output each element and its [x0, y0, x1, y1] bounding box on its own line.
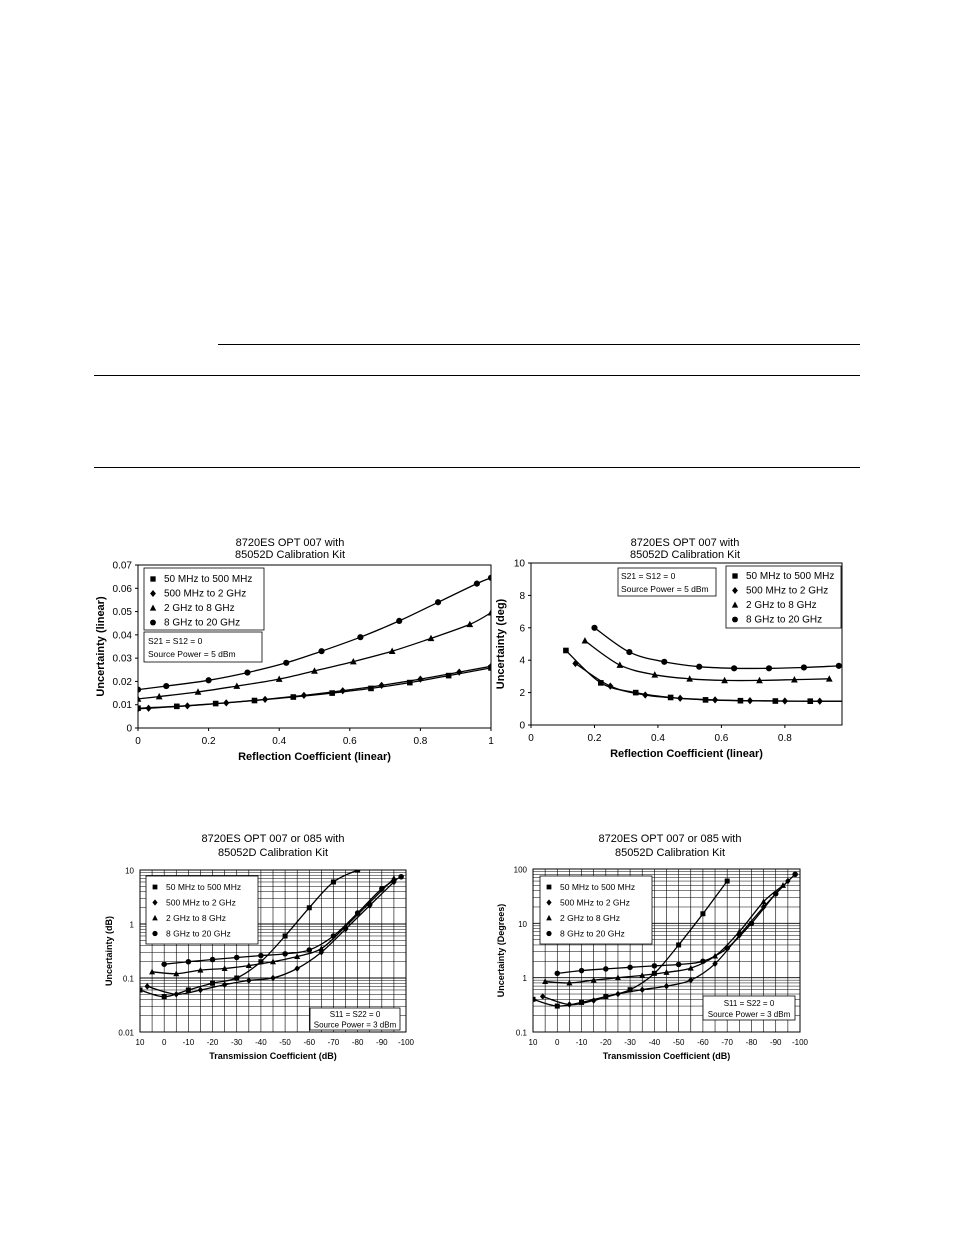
- y-tick-label: 1: [129, 920, 134, 930]
- legend-label: 50 MHz to 500 MHz: [164, 574, 253, 585]
- legend-label: 50 MHz to 500 MHz: [166, 882, 242, 892]
- chart-title: 8720ES OPT 007 with: [630, 537, 740, 549]
- chart-subtitle: 85052D Calibration Kit: [217, 847, 329, 859]
- series-group: [563, 625, 851, 705]
- data-point: [163, 683, 169, 689]
- y-tick-label: 0.05: [112, 607, 132, 619]
- y-axis-label: Uncertainty (deg): [495, 598, 507, 690]
- data-point: [567, 1001, 573, 1008]
- x-tick-label: -100: [791, 1038, 809, 1047]
- data-point: [135, 686, 141, 692]
- x-tick-label: 0: [528, 733, 534, 744]
- data-point: [555, 1004, 560, 1009]
- data-point: [331, 933, 337, 939]
- data-point: [627, 965, 633, 971]
- y-tick-label: 0.02: [112, 676, 132, 688]
- y-axis-label: Uncertainty (Degrees): [496, 903, 506, 998]
- data-point: [329, 690, 335, 696]
- data-point: [731, 665, 737, 671]
- chart-subtitle: 85052D Calibration Kit: [234, 549, 346, 561]
- y-tick-label: 10: [125, 866, 134, 876]
- data-point: [626, 649, 632, 655]
- x-tick-label: 0.2: [587, 733, 602, 744]
- x-tick-label: 0.6: [342, 736, 357, 747]
- x-tick-label: -10: [575, 1038, 588, 1047]
- data-point: [234, 955, 240, 961]
- y-tick-label: 100: [513, 865, 527, 875]
- data-point: [639, 986, 645, 993]
- data-point: [782, 697, 788, 704]
- data-point: [396, 618, 402, 624]
- data-point: [283, 660, 289, 666]
- x-tick-label: -80: [351, 1038, 364, 1047]
- y-tick-label: 10: [513, 558, 525, 570]
- data-point: [355, 910, 361, 916]
- chart-subtitle: 85052D Calibration Kit: [629, 549, 741, 561]
- legend-marker: [150, 620, 156, 626]
- x-tick-label: -100: [397, 1038, 415, 1047]
- series-line: [138, 668, 491, 708]
- legend-marker: [546, 931, 551, 936]
- data-point: [282, 951, 288, 957]
- y-tick-label: 0.06: [112, 583, 132, 595]
- data-point: [318, 648, 324, 654]
- data-point: [664, 983, 670, 990]
- chart-transmission-magnitude-svg: [98, 828, 428, 1068]
- chart-transmission-magnitude: [98, 828, 428, 1068]
- note-text: S21 = S12 = 0: [148, 636, 203, 646]
- x-tick-label: -20: [600, 1038, 612, 1047]
- chart-reflection-magnitude-svg: [90, 532, 494, 772]
- data-point: [340, 687, 346, 694]
- data-point: [642, 691, 648, 698]
- data-point: [676, 942, 681, 947]
- legend-label: 2 GHz to 8 GHz: [166, 913, 226, 923]
- data-point: [301, 692, 307, 699]
- x-tick-label: 0.2: [201, 736, 216, 747]
- x-tick-label: 0.8: [413, 736, 428, 747]
- legend-label: 2 GHz to 8 GHz: [746, 600, 817, 611]
- chart-reflection-phase-svg: [490, 532, 850, 772]
- data-point: [555, 971, 561, 977]
- data-point: [262, 696, 268, 703]
- legend-label: 2 GHz to 8 GHz: [560, 913, 620, 923]
- y-axis-label: Uncertainty (dB): [104, 915, 114, 987]
- data-point: [206, 677, 212, 683]
- chart-transmission-phase: [490, 828, 820, 1068]
- x-tick-label: -30: [624, 1038, 636, 1047]
- x-tick-label: -40: [648, 1038, 661, 1047]
- data-point: [677, 695, 683, 702]
- legend-marker: [153, 885, 158, 890]
- data-point: [146, 705, 152, 712]
- y-tick-label: 0.04: [112, 630, 132, 642]
- x-tick-label: 10: [135, 1038, 145, 1047]
- data-point: [531, 997, 536, 1002]
- data-point: [846, 698, 852, 704]
- y-tick-label: 0.1: [515, 1028, 527, 1038]
- series-line: [595, 628, 839, 669]
- data-point: [244, 670, 250, 676]
- y-tick-label: 10: [518, 919, 527, 929]
- data-point: [355, 868, 360, 873]
- legend-label: 2 GHz to 8 GHz: [164, 603, 235, 614]
- data-point: [661, 659, 667, 665]
- x-tick-label: 0: [555, 1038, 560, 1047]
- y-tick-label: 0.1: [122, 974, 134, 984]
- data-point: [398, 874, 404, 880]
- data-point: [435, 599, 441, 605]
- y-tick-label: 0.01: [112, 700, 132, 712]
- data-point: [186, 987, 191, 992]
- data-point: [563, 648, 569, 654]
- data-point: [222, 981, 228, 988]
- y-tick-label: 0: [519, 720, 525, 732]
- x-tick-label: -60: [303, 1038, 316, 1047]
- note-text: S21 = S12 = 0: [621, 571, 676, 581]
- data-point: [162, 994, 167, 999]
- x-tick-label: -30: [230, 1038, 243, 1047]
- x-tick-label: -20: [206, 1038, 219, 1047]
- y-tick-label: 0.03: [112, 653, 132, 665]
- x-tick-label: -90: [376, 1038, 388, 1047]
- data-point: [357, 634, 363, 640]
- data-point: [138, 987, 143, 992]
- data-point: [792, 872, 798, 878]
- x-tick-label: -70: [721, 1038, 733, 1047]
- data-point: [582, 637, 589, 643]
- data-point: [591, 997, 597, 1004]
- data-point: [318, 945, 324, 951]
- x-tick-label: -60: [697, 1038, 709, 1047]
- legend-label: 500 MHz to 2 GHz: [166, 897, 236, 908]
- legend-label: 50 MHz to 500 MHz: [560, 882, 636, 892]
- y-tick-label: 0: [126, 723, 132, 735]
- legend-label: 8 GHz to 20 GHz: [164, 617, 241, 629]
- data-point: [603, 966, 609, 972]
- y-tick-label: 6: [519, 623, 525, 635]
- chart-title: 8720ES OPT 007 or 085 with: [598, 833, 742, 845]
- data-point: [652, 963, 658, 969]
- x-axis-label: Transmission Coefficient (dB): [602, 1051, 731, 1061]
- legend-label: 8 GHz to 20 GHz: [746, 614, 823, 626]
- x-tick-label: 1: [488, 736, 494, 747]
- header-rule-middle: [94, 375, 860, 376]
- y-axis-label: Uncertainty (linear): [95, 596, 107, 697]
- x-tick-label: 0: [161, 1038, 167, 1047]
- data-point: [161, 961, 167, 967]
- y-tick-label: 0.07: [112, 560, 132, 572]
- note-text: Source Power = 3 dBm: [313, 1020, 397, 1030]
- x-tick-label: 0.8: [777, 733, 792, 744]
- header-rule-bottom: [94, 467, 860, 468]
- data-point: [696, 664, 702, 670]
- y-tick-label: 0.01: [118, 1028, 134, 1038]
- data-point: [676, 962, 682, 968]
- x-tick-label: 0.6: [714, 733, 729, 744]
- legend-marker: [547, 885, 552, 890]
- legend-label: 50 MHz to 500 MHz: [746, 571, 835, 582]
- data-point: [845, 698, 851, 705]
- data-point: [700, 959, 706, 965]
- legend-label: 8 GHz to 20 GHz: [166, 928, 231, 939]
- data-point: [294, 965, 300, 972]
- note-text: Source Power = 5 dBm: [148, 649, 236, 659]
- x-tick-label: 0: [135, 736, 141, 747]
- legend-marker: [732, 573, 737, 578]
- x-axis-label: Transmission Coefficient (dB): [209, 1051, 337, 1061]
- data-point: [186, 959, 192, 965]
- x-axis-label: Reflection Coefficient (linear): [610, 748, 763, 760]
- legend-label: 500 MHz to 2 GHz: [746, 585, 829, 597]
- x-axis-label: Reflection Coefficient (linear): [238, 751, 391, 763]
- data-point: [615, 991, 621, 998]
- data-point: [210, 981, 215, 986]
- data-point: [579, 968, 585, 974]
- note-text: Source Power = 5 dBm: [621, 584, 709, 594]
- data-point: [700, 911, 705, 916]
- data-point: [836, 663, 842, 669]
- data-point: [210, 957, 216, 963]
- data-point: [307, 905, 312, 910]
- y-tick-label: 4: [519, 655, 525, 667]
- data-point: [725, 879, 730, 884]
- x-tick-label: -70: [327, 1038, 340, 1047]
- chart-title: 8720ES OPT 007 or 085 with: [201, 833, 345, 845]
- data-point: [223, 699, 229, 706]
- legend-marker: [152, 931, 157, 936]
- x-tick-label: -80: [745, 1038, 758, 1047]
- data-point: [378, 682, 384, 689]
- data-point: [616, 661, 623, 667]
- data-point: [283, 933, 288, 938]
- note-text: S11 = S22 = 0: [329, 1010, 381, 1019]
- data-point: [801, 664, 807, 670]
- data-point: [145, 983, 151, 990]
- y-tick-label: 8: [519, 590, 525, 602]
- x-tick-label: -50: [672, 1038, 685, 1047]
- x-tick-label: 0.4: [650, 733, 665, 744]
- data-point: [331, 879, 336, 884]
- legend-label: 500 MHz to 2 GHz: [164, 588, 247, 600]
- data-point: [773, 891, 779, 897]
- data-point: [174, 991, 180, 998]
- data-point: [307, 947, 313, 953]
- data-point: [474, 581, 480, 587]
- data-point: [747, 697, 753, 704]
- x-tick-label: -40: [255, 1038, 267, 1047]
- note-text: S11 = S22 = 0: [723, 999, 775, 1008]
- legend-label: 500 MHz to 2 GHz: [560, 897, 630, 908]
- data-point: [572, 660, 578, 667]
- x-tick-label: 10: [528, 1038, 538, 1047]
- data-point: [258, 953, 264, 959]
- chart-title: 8720ES OPT 007 with: [235, 537, 345, 549]
- chart-subtitle: 85052D Calibration Kit: [614, 847, 726, 859]
- data-point: [724, 945, 730, 951]
- header-rule-top: [218, 344, 860, 345]
- data-point: [607, 682, 613, 689]
- chart-reflection-magnitude: [90, 532, 494, 772]
- legend-label: 8 GHz to 20 GHz: [560, 928, 625, 939]
- data-point: [591, 625, 597, 631]
- x-tick-label: -50: [279, 1038, 291, 1047]
- data-point: [766, 665, 772, 671]
- data-point: [749, 921, 755, 927]
- x-tick-label: 0.4: [272, 736, 287, 747]
- y-tick-label: 1: [522, 974, 527, 984]
- data-point: [712, 696, 718, 703]
- chart-transmission-phase-svg: [490, 828, 820, 1068]
- x-tick-label: -90: [769, 1038, 782, 1047]
- series-line: [575, 663, 848, 701]
- x-tick-label: -10: [182, 1038, 195, 1047]
- data-point: [379, 886, 385, 892]
- y-tick-label: 2: [519, 688, 525, 700]
- chart-reflection-phase: [490, 532, 850, 772]
- data-point: [234, 976, 239, 981]
- legend-marker: [732, 617, 738, 623]
- data-point: [817, 698, 823, 705]
- legend-marker: [150, 576, 155, 581]
- data-point: [184, 702, 190, 709]
- note-text: Source Power = 3 dBm: [707, 1010, 791, 1019]
